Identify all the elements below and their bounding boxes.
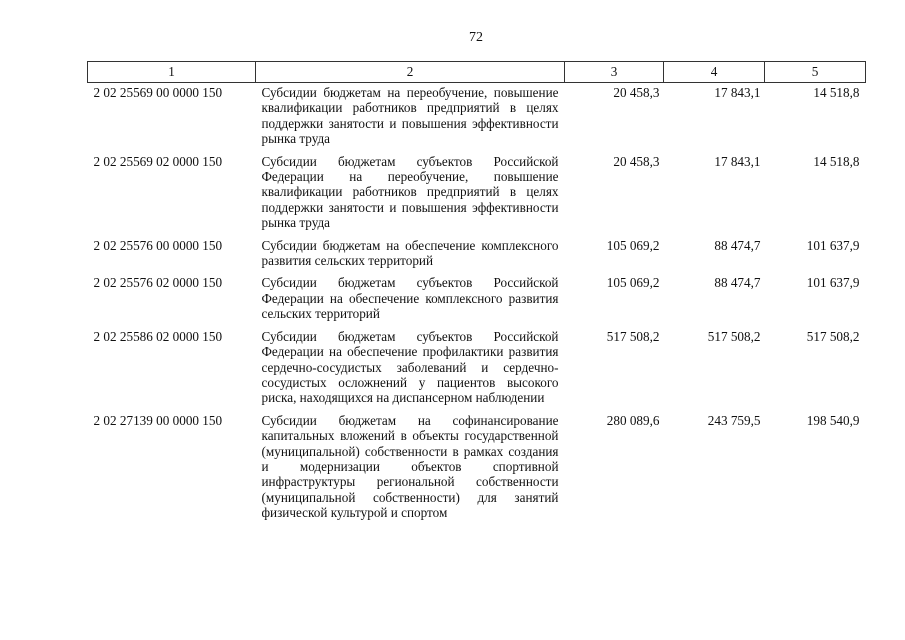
page-number: 72 bbox=[469, 30, 483, 45]
value-col-4: 243 759,5 bbox=[707, 412, 761, 428]
row-description: Субсидии бюджетам субъектов Российской Федерации на обеспечение комплексного развития сельских территорий bbox=[261, 275, 559, 322]
row-description: Субсидии бюджетам субъектов Российской Федерации на переобучение, повышение квалификации работников предприятий в целях поддержки занятости и повышения эффективности рынка труда bbox=[261, 153, 559, 231]
value-col-4: 88 474,7 bbox=[714, 275, 761, 291]
budget-code: 2 02 25569 00 0000 150 bbox=[93, 85, 223, 100]
budget-code: 2 02 25569 02 0000 150 bbox=[93, 153, 223, 169]
table-row bbox=[88, 83, 866, 151]
table-body bbox=[88, 83, 866, 525]
table-row bbox=[88, 410, 866, 525]
header-col-3: 3 bbox=[565, 62, 664, 83]
budget-table bbox=[87, 61, 866, 525]
header-row bbox=[88, 62, 866, 83]
budget-code: 2 02 25576 02 0000 150 bbox=[93, 275, 223, 291]
table-row bbox=[88, 235, 866, 273]
value-col-5: 198 540,9 bbox=[806, 412, 860, 428]
row-description: Субсидии бюджетам субъектов Российской Федерации на обеспечение профилактики развития сердечно-сосудистых заболеваний и сердечно-сосудистых осложнений у пациентов высокого риска, находящихся на диспансерном наблюдении bbox=[261, 328, 559, 406]
value-col-3: 105 069,2 bbox=[606, 237, 660, 253]
value-col-3: 517 508,2 bbox=[606, 328, 660, 344]
table-row bbox=[88, 151, 866, 235]
header-col-1: 1 bbox=[88, 62, 256, 83]
budget-code: 2 02 27139 00 0000 150 bbox=[93, 412, 223, 428]
value-col-3: 105 069,2 bbox=[606, 275, 660, 291]
header-col-4: 4 bbox=[664, 62, 765, 83]
value-col-4: 17 843,1 bbox=[714, 153, 761, 169]
value-col-3: 20 458,3 bbox=[613, 153, 660, 169]
row-description: Субсидии бюджетам на обеспечение комплексного развития сельских территорий bbox=[261, 237, 559, 269]
value-col-4: 17 843,1 bbox=[714, 85, 761, 100]
value-col-5: 101 637,9 bbox=[806, 237, 860, 253]
value-col-5: 101 637,9 bbox=[806, 275, 860, 291]
header-col-2: 2 bbox=[256, 62, 565, 83]
value-col-4: 88 474,7 bbox=[714, 237, 761, 253]
table-header bbox=[88, 62, 866, 83]
row-description: Субсидии бюджетам на софинансирование капитальных вложений в объекты государственной (муниципальной) собственности в рамках создания и модернизации объектов спортивной инфраструктуры региональной собственности (муниципальной собственности) для занятий физической культурой и спортом bbox=[261, 412, 559, 521]
row-description: Субсидии бюджетам на переобучение, повышение квалификации работников предприятий в целях поддержки занятости и повышения эффективности рынка труда bbox=[261, 85, 559, 147]
header-col-5: 5 bbox=[765, 62, 866, 83]
value-col-5: 517 508,2 bbox=[806, 328, 860, 344]
value-col-4: 517 508,2 bbox=[707, 328, 761, 344]
budget-code: 2 02 25586 02 0000 150 bbox=[93, 328, 223, 344]
value-col-3: 20 458,3 bbox=[613, 85, 660, 100]
value-col-5: 14 518,8 bbox=[813, 153, 860, 169]
table-row bbox=[88, 326, 866, 410]
value-col-5: 14 518,8 bbox=[813, 85, 860, 100]
value-col-3: 280 089,6 bbox=[606, 412, 660, 428]
table-row bbox=[88, 272, 866, 325]
budget-code: 2 02 25576 00 0000 150 bbox=[93, 237, 223, 253]
